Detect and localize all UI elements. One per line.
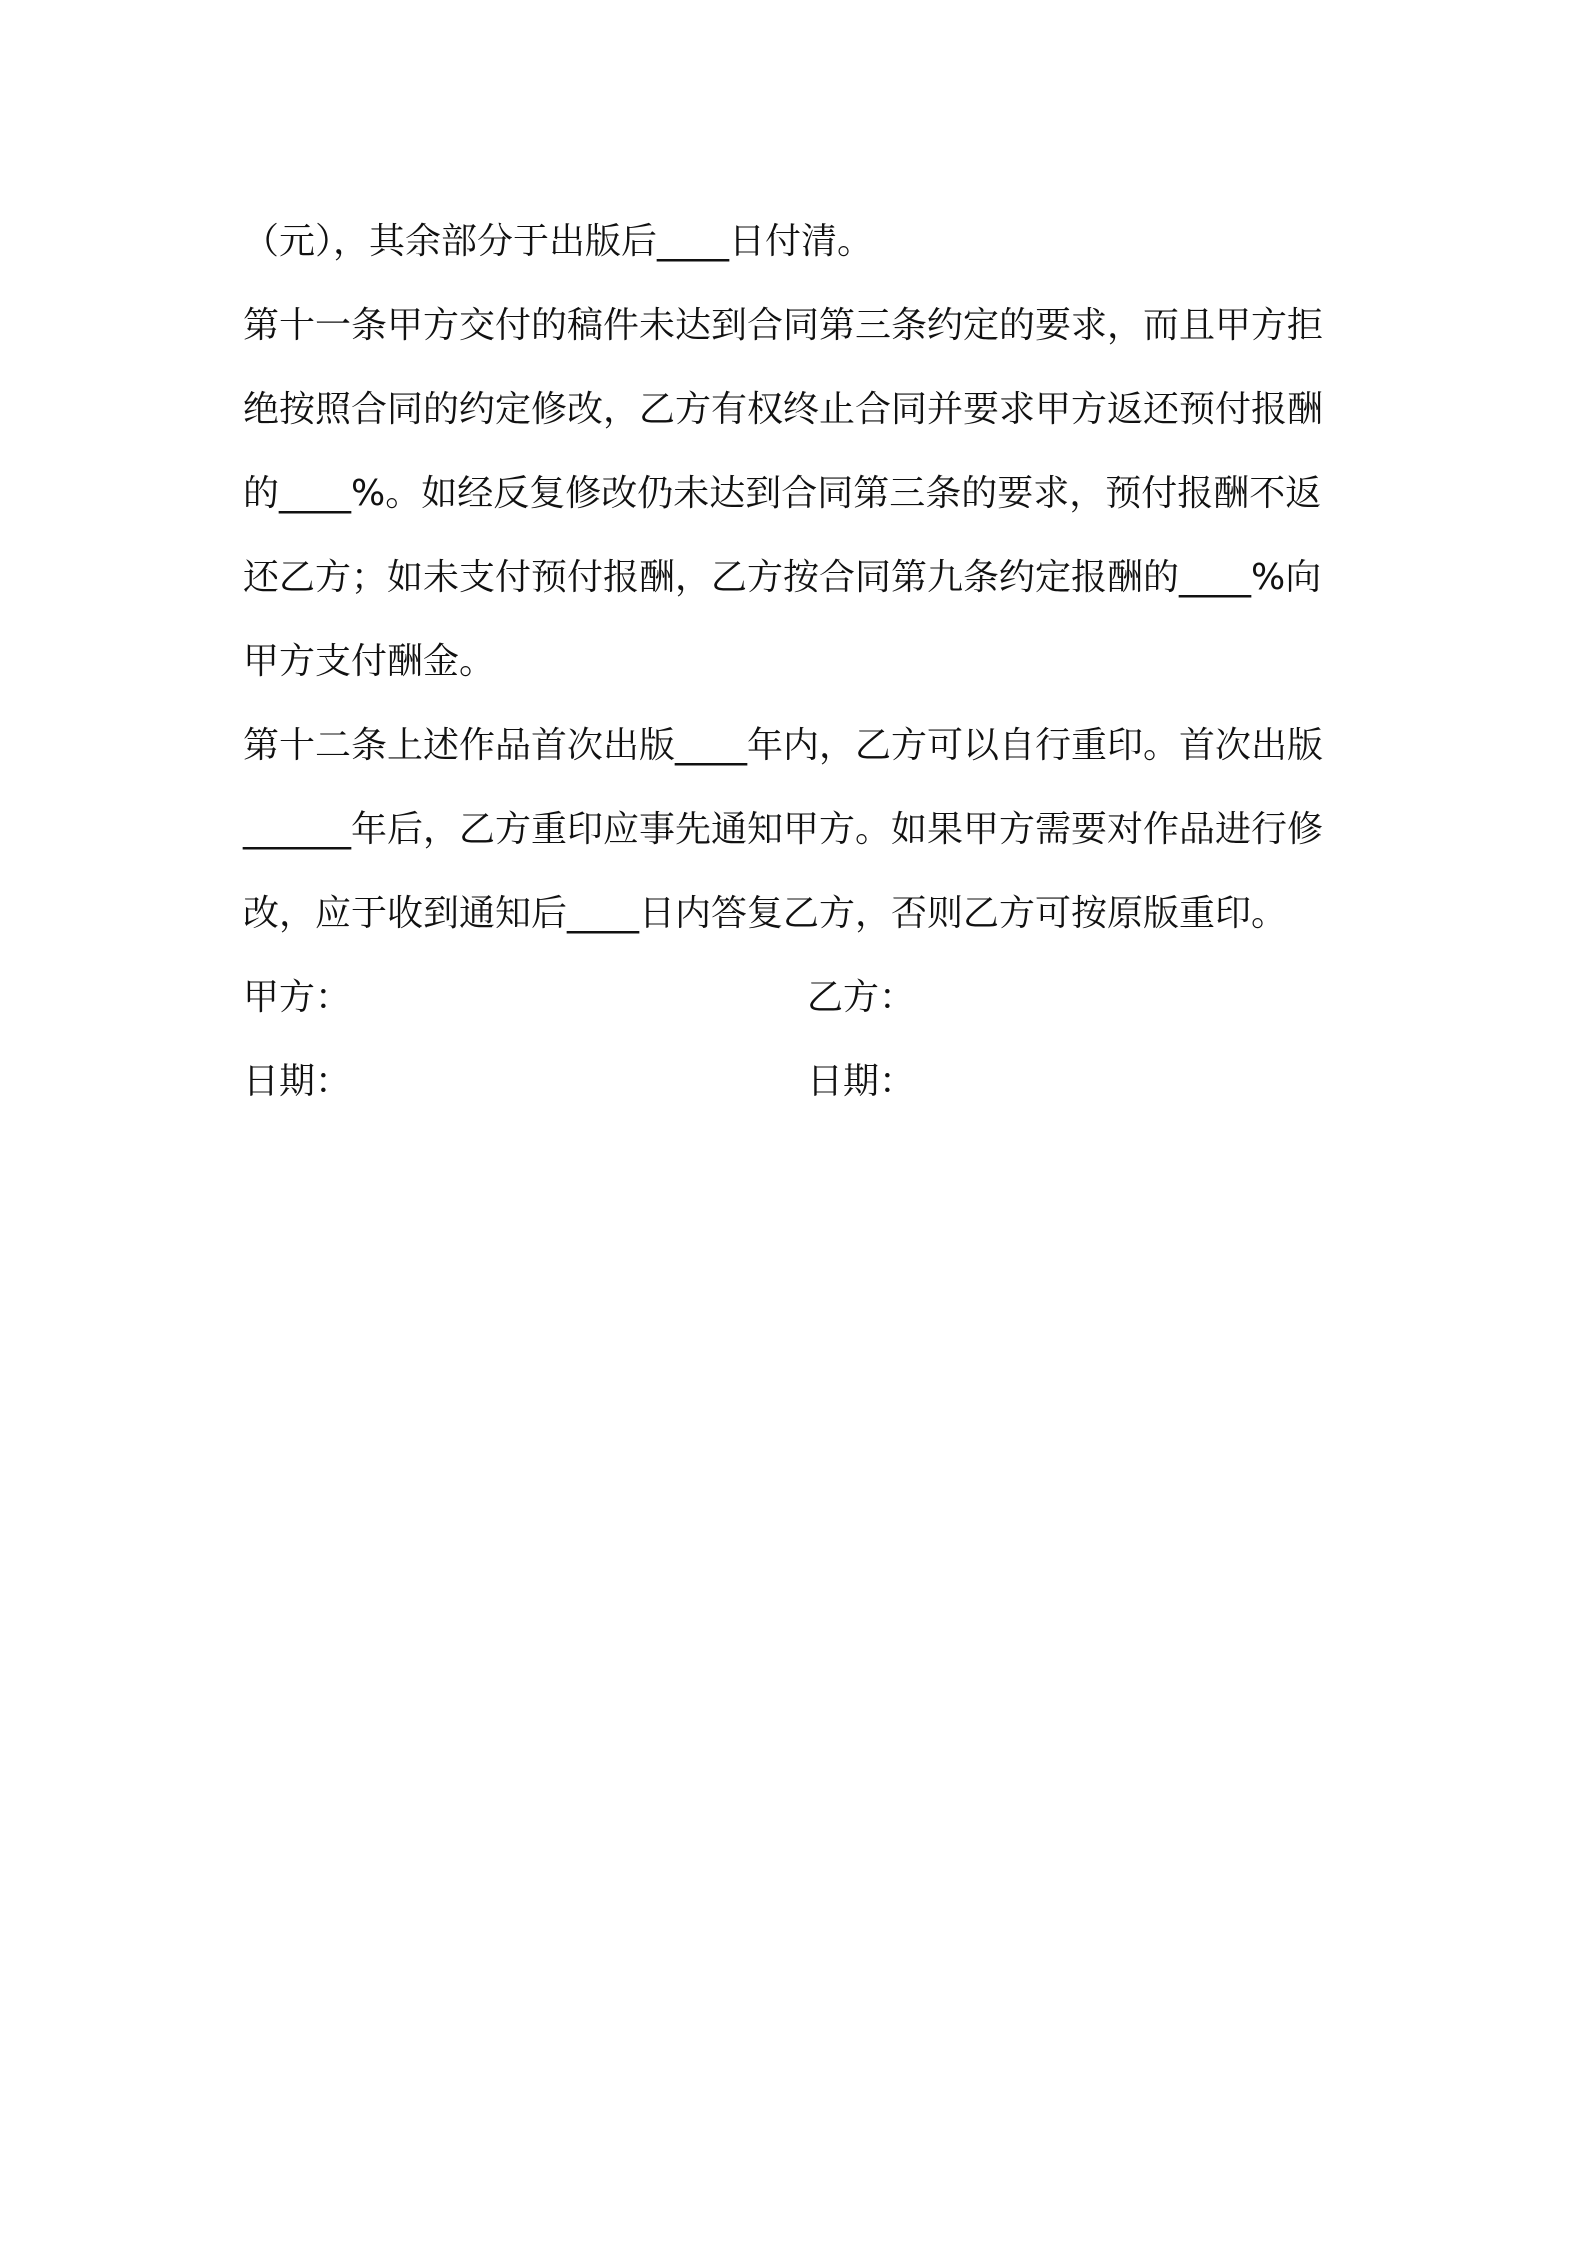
text-line-5: 还乙方；如未支付预付报酬，乙方按合同第九条约定报酬的____%向 (243, 557, 1322, 598)
document-body (243, 200, 1353, 1124)
text-line-8: ______年后，乙方重印应事先通知甲方。如果甲方需要对作品进行修 (243, 809, 1324, 850)
text-line-2: 第十一条甲方交付的稿件未达到合同第三条约定的要求，而且甲方拒 (243, 305, 1324, 346)
party-a-label: 甲方： (243, 977, 352, 1018)
text-line-6: 甲方支付酬金。 (243, 641, 496, 682)
party-b-label: 乙方： (807, 977, 916, 1018)
text-line-7: 第十二条上述作品首次出版____年内，乙方可以自行重印。首次出版 (243, 725, 1324, 766)
text-line-9: 改，应于收到通知后____日内答复乙方，否则乙方可按原版重印。 (243, 893, 1288, 934)
signature-row-party (243, 956, 1353, 1040)
text-line-1: （元），其余部分于出版后____日付清。 (243, 221, 874, 262)
date-a-label: 日期： (243, 1061, 352, 1102)
signature-row-date (243, 1040, 1353, 1124)
date-b-label: 日期： (807, 1061, 916, 1102)
text-line-4: 的____%。如经反复修改仍未达到合同第三条的要求，预付报酬不返 (243, 473, 1322, 514)
text-line-3: 绝按照合同的约定修改，乙方有权终止合同并要求甲方返还预付报酬 (243, 389, 1324, 430)
